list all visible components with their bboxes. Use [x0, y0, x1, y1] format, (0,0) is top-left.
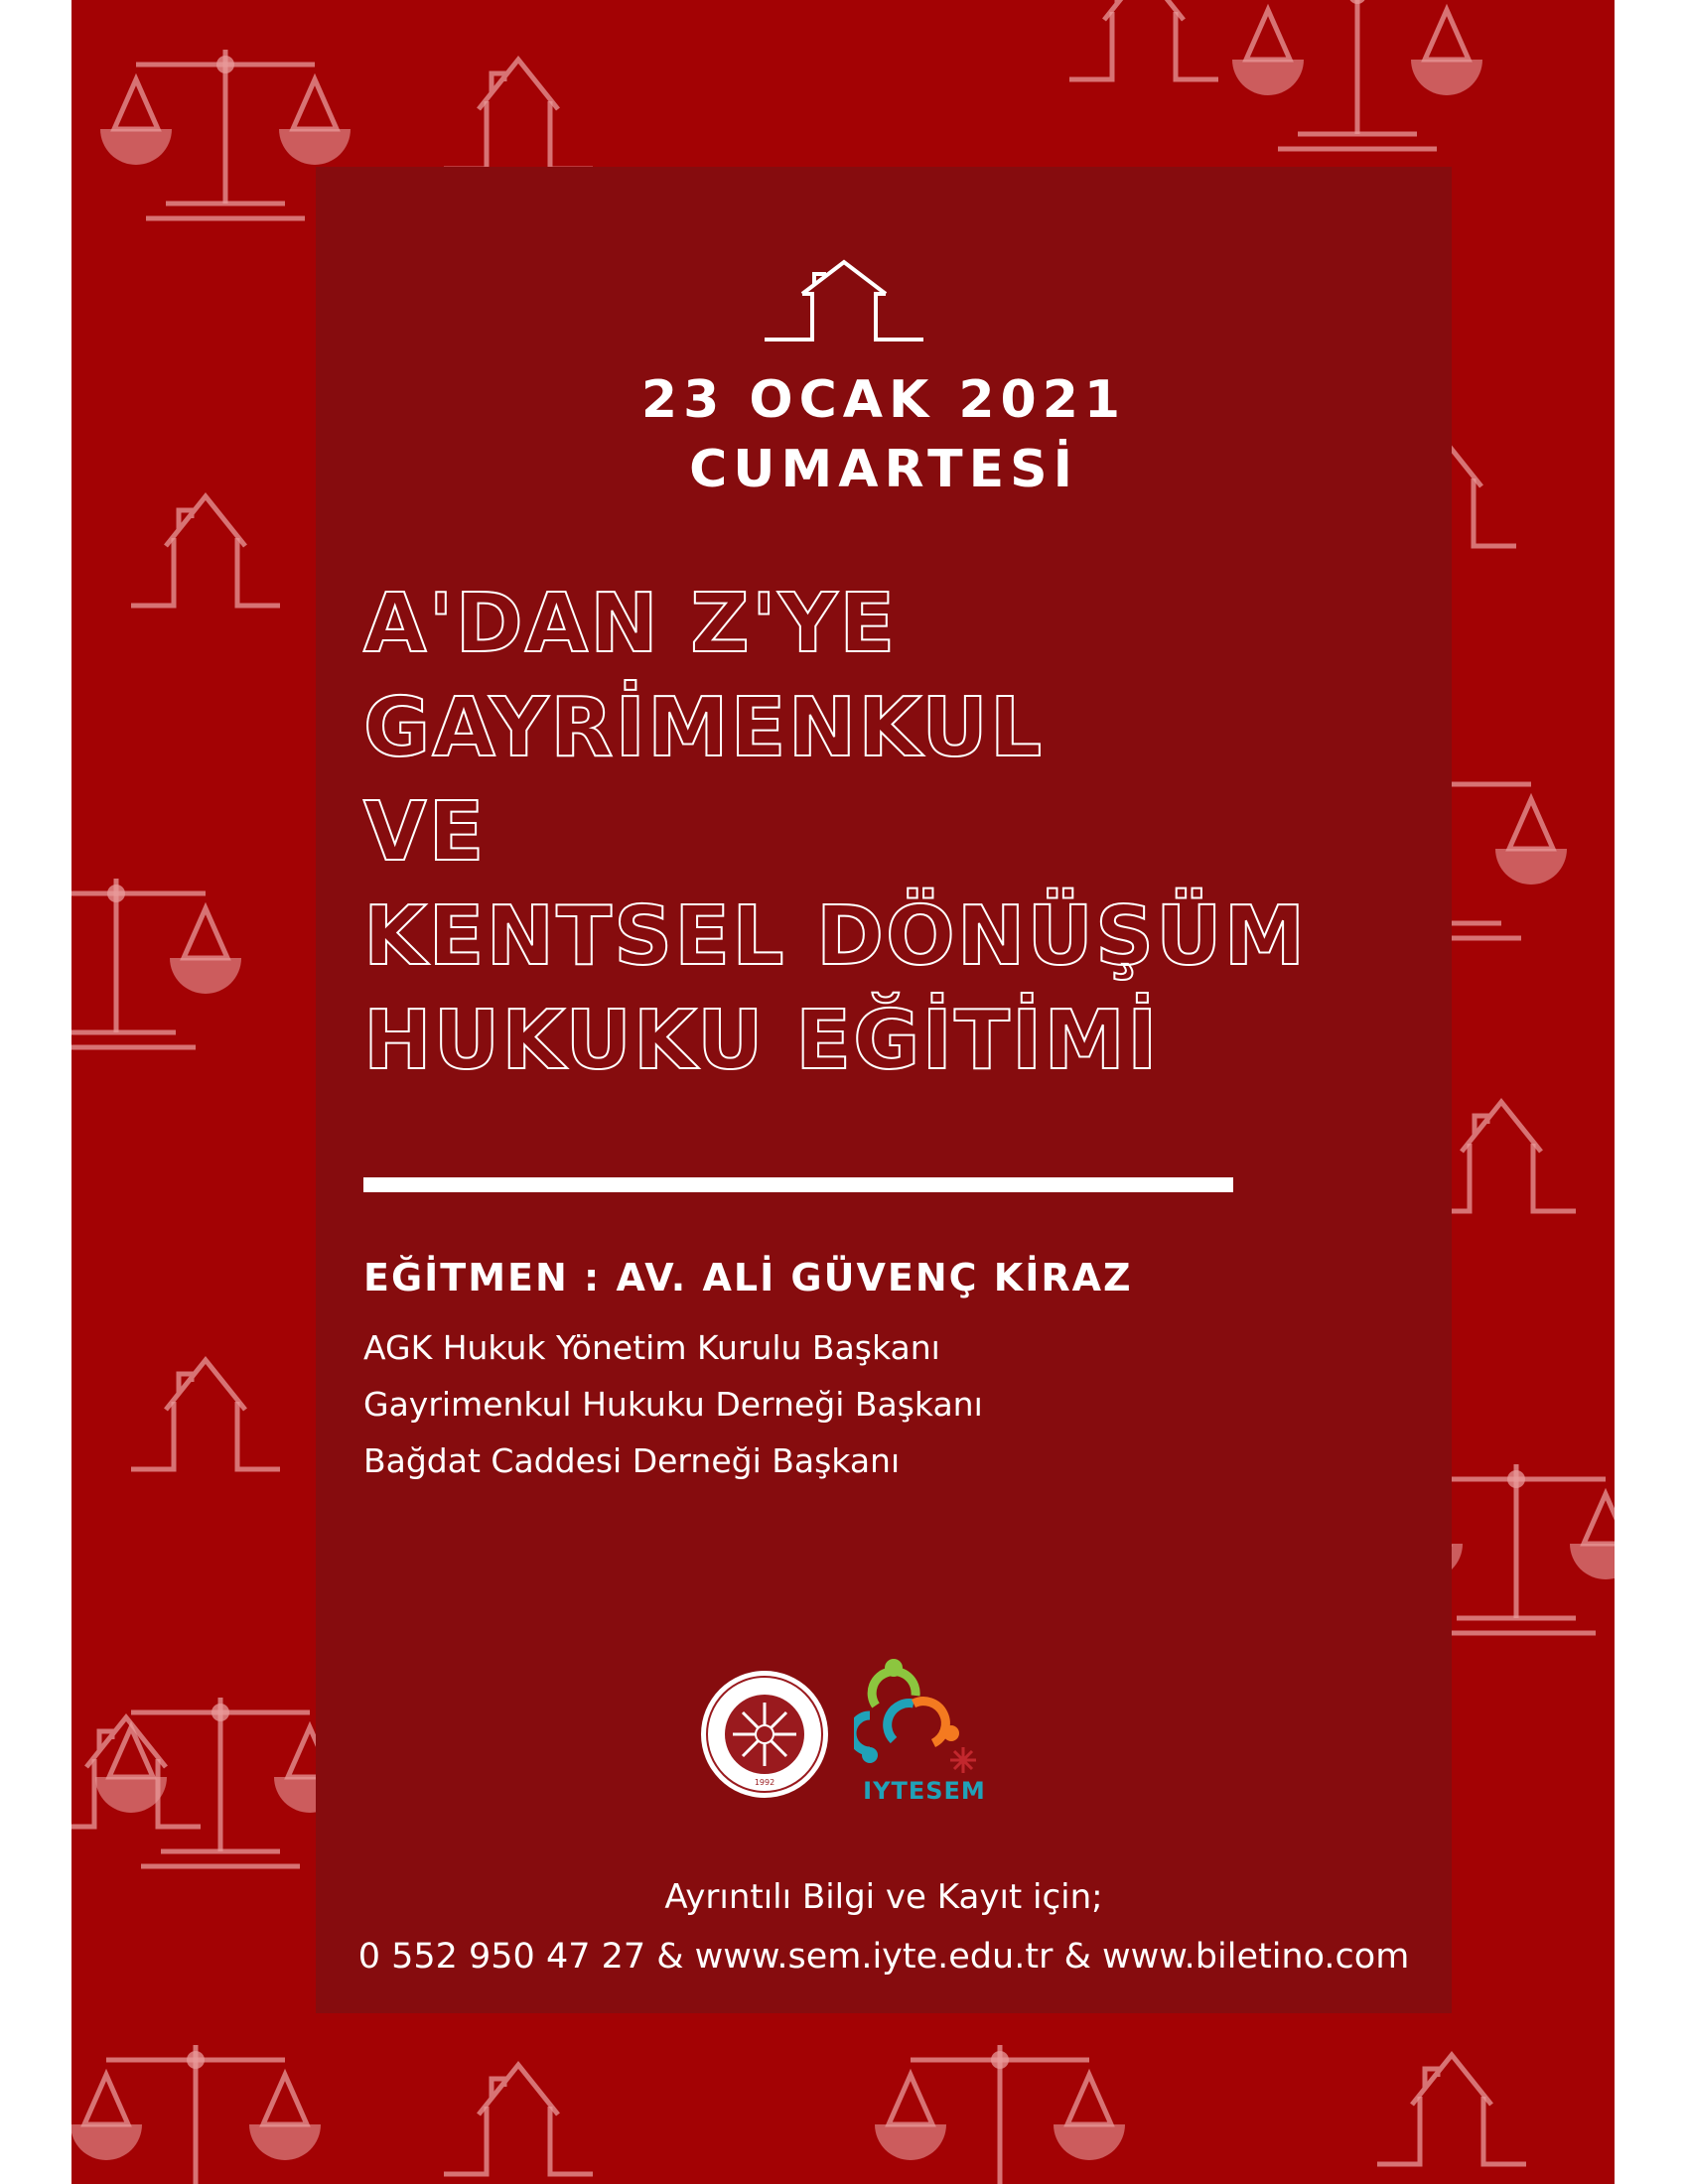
title-line-2: GAYRİMENKUL: [363, 681, 1045, 775]
content-panel: [316, 167, 1452, 2013]
iyte-year: 1992: [754, 1778, 775, 1787]
house-icon: [763, 258, 925, 341]
title-line-4: KENTSEL DÖNÜŞÜM: [363, 889, 1308, 984]
iytesem-name: IYTESEM: [863, 1777, 986, 1805]
event-day: CUMARTESİ: [689, 440, 1078, 499]
divider: [363, 1177, 1233, 1192]
event-date: 23 OCAK 2021: [640, 370, 1127, 430]
title-line-5: HUKUKU EĞİTİMİ: [363, 994, 1160, 1088]
iyte-seal-logo: [699, 1669, 830, 1800]
info-label: Ayrıntılı Bilgi ve Kayıt için;: [664, 1877, 1103, 1917]
trainer-name: EĞİTMEN : AV. ALİ GÜVENÇ KİRAZ: [363, 1256, 1133, 1299]
title-line-3: VE: [363, 785, 487, 880]
trainer-role-1: AGK Hukuk Yönetim Kurulu Başkanı: [363, 1328, 940, 1367]
contact-info: 0 552 950 47 27 & www.sem.iyte.edu.tr & www.biletino.com: [357, 1937, 1410, 1977]
trainer-role-3: Bağdat Caddesi Derneği Başkanı: [363, 1441, 901, 1480]
title-line-1: A'DAN Z'YE: [363, 577, 898, 671]
trainer-role-2: Gayrimenkul Hukuku Derneği Başkanı: [363, 1385, 983, 1424]
event-poster: [71, 0, 1615, 2184]
